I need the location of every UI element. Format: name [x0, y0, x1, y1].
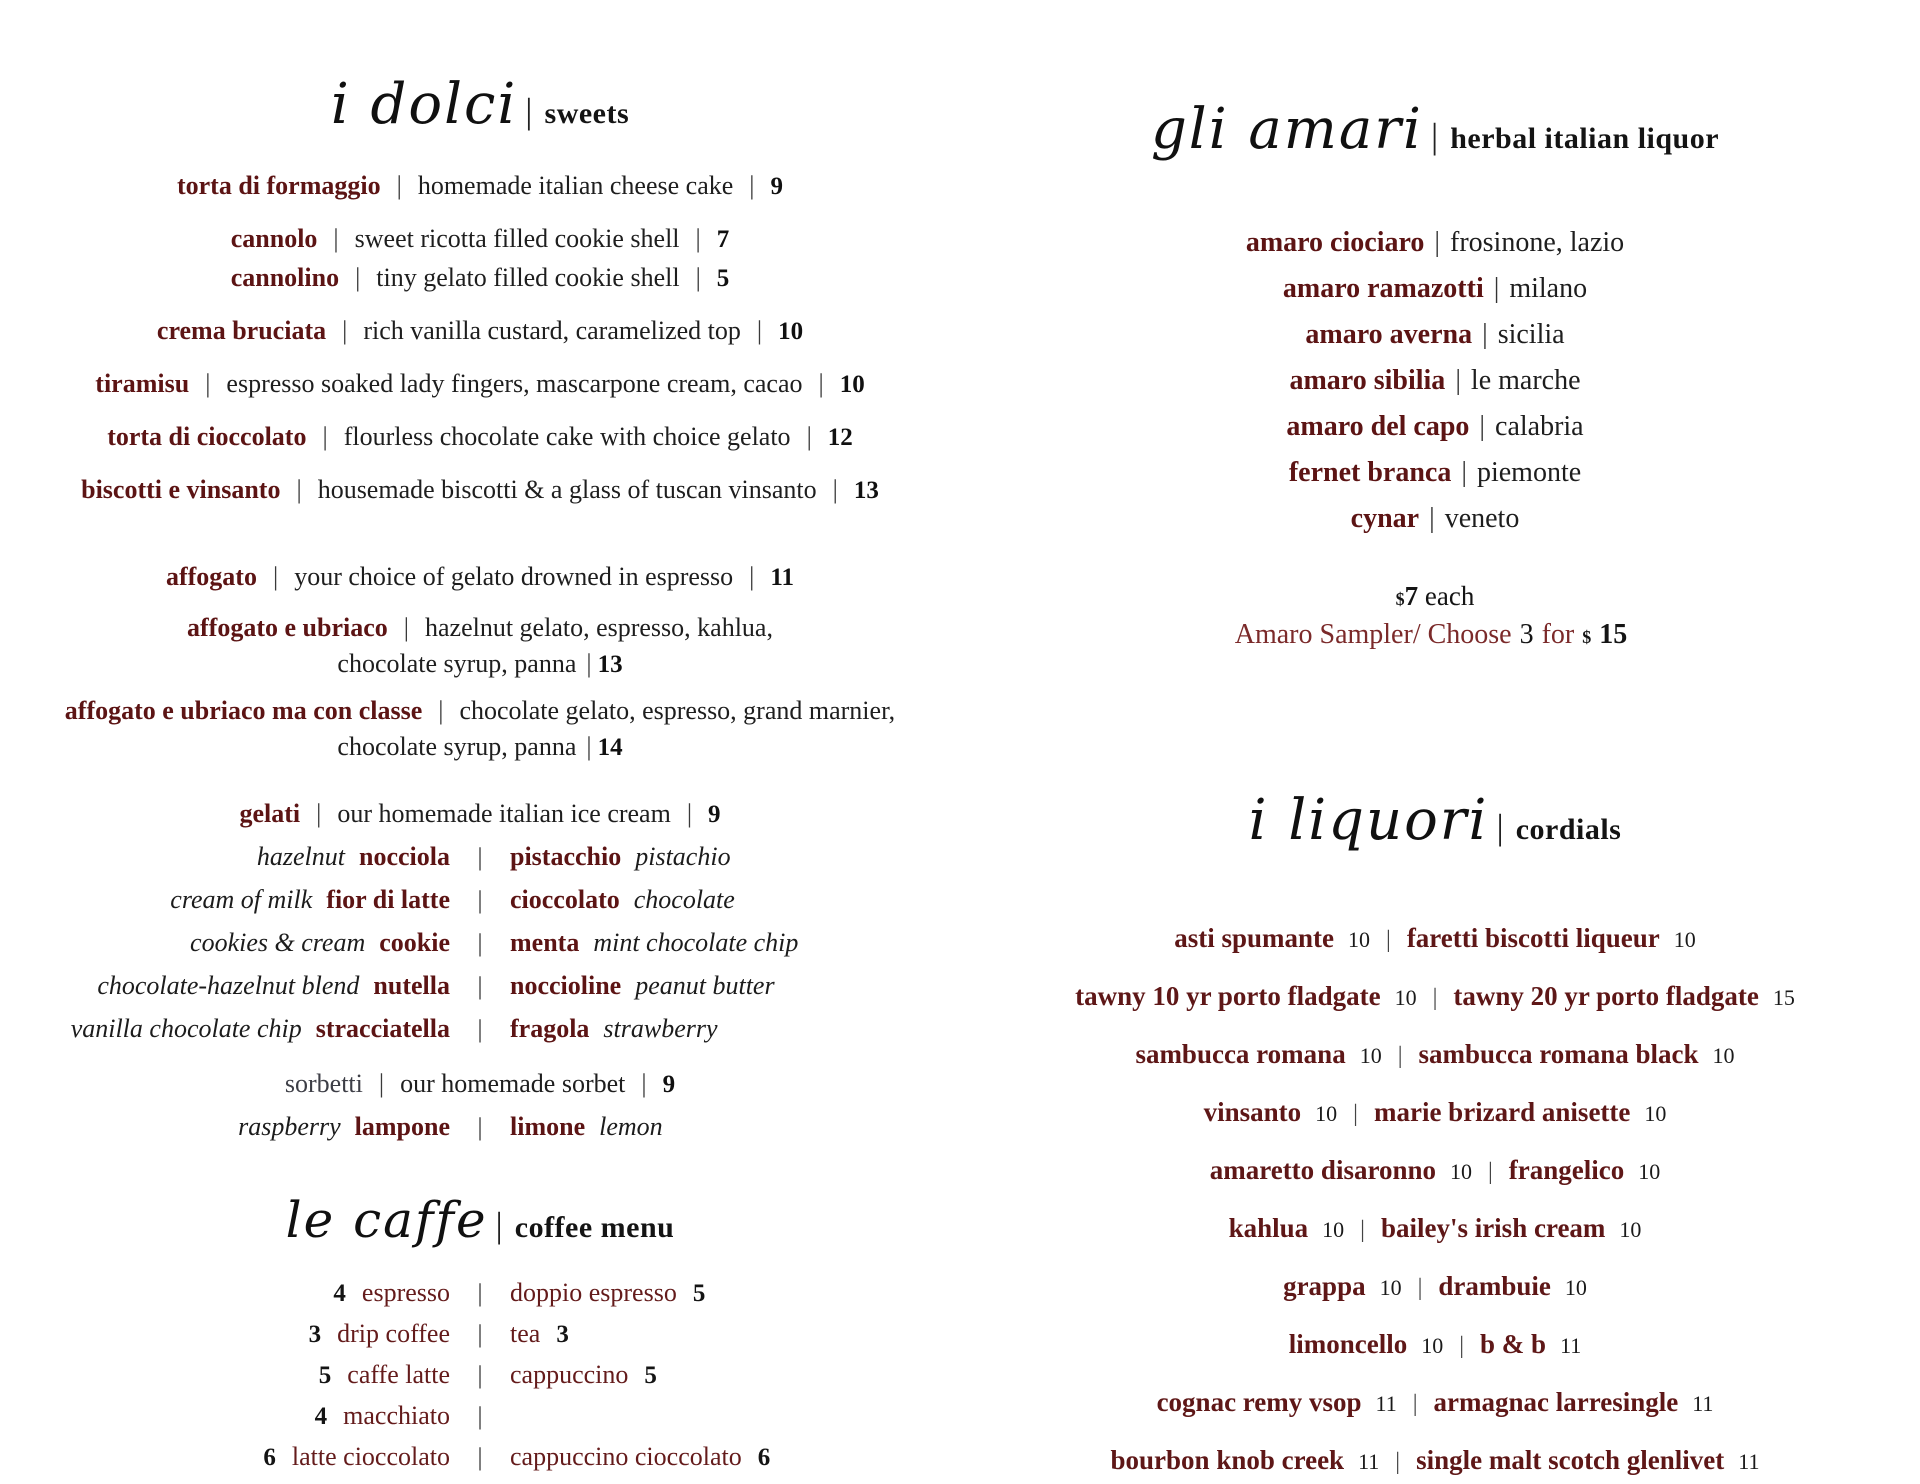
- item-price: 12: [827, 424, 853, 451]
- pipe-separator: |: [477, 887, 483, 914]
- coffee-price: 4: [333, 1280, 346, 1307]
- pipe-separator: |: [205, 369, 211, 398]
- liquori-header-label: cordials: [1515, 813, 1622, 846]
- menu-item-line2: [30, 646, 930, 683]
- flavor-name-english: peanut butter: [635, 971, 775, 1000]
- menu-item: [30, 472, 930, 509]
- amaro-region: calabria: [1495, 411, 1584, 442]
- flavor-name-italian: nutella: [373, 971, 450, 1000]
- menu-item-line: [30, 693, 930, 729]
- pipe-separator: |: [477, 1016, 483, 1043]
- cordial-price: 11: [1358, 1449, 1380, 1474]
- flavor-name-english: hazelnut: [256, 842, 345, 871]
- flavor-left-cell: [60, 1109, 450, 1145]
- menu-item-line: [30, 559, 930, 596]
- cordial-name: grappa: [1283, 1271, 1366, 1301]
- sampler-count: 3: [1519, 619, 1534, 650]
- cordial-price: 15: [1772, 985, 1795, 1010]
- item-name: torta di formaggio: [176, 171, 381, 200]
- flavor-name-italian: limone: [510, 1112, 586, 1141]
- flavor-name-italian: nocciola: [359, 842, 450, 871]
- amaro-item: [985, 455, 1885, 491]
- cordial-price: 10: [1315, 1101, 1338, 1126]
- cordial-row: [985, 1036, 1885, 1074]
- cordial-price: 10: [1394, 985, 1417, 1010]
- pipe-separator: |: [378, 1069, 385, 1098]
- menu-item: [30, 260, 930, 297]
- dolci-header-label: sweets: [544, 97, 630, 130]
- item-price: 7: [716, 226, 730, 253]
- dolci-section-header: [30, 70, 930, 154]
- pipe-separator: |: [477, 1114, 483, 1141]
- item-price: 9: [708, 801, 721, 828]
- cordial-price: 10: [1638, 1159, 1661, 1184]
- cordial-name: faretti biscotti liqueur: [1406, 923, 1660, 953]
- pipe-separator: |: [749, 562, 755, 591]
- pipe-separator: |: [296, 475, 302, 504]
- cordial-name: tawny 10 yr porto fladgate: [1075, 981, 1381, 1011]
- pipe-separator: |: [1493, 273, 1500, 304]
- coffee-price: 5: [692, 1280, 706, 1307]
- cordial-name: single malt scotch glenlivet: [1416, 1445, 1725, 1475]
- pipe-separator: |: [1397, 1043, 1403, 1069]
- cordial-row: [985, 1326, 1885, 1364]
- cordial-name: kahlua: [1228, 1213, 1309, 1243]
- coffee-price: 3: [556, 1321, 569, 1348]
- pipe-separator: |: [1417, 1275, 1423, 1301]
- pipe-separator: |: [1395, 1449, 1401, 1475]
- item-desc-continued: chocolate syrup, panna: [337, 732, 577, 761]
- flavor-right-cell: [510, 1109, 900, 1145]
- item-price: 14: [597, 734, 623, 761]
- amaro-region: piemonte: [1476, 457, 1582, 488]
- menu-item-line2: [30, 729, 930, 766]
- cordial-price: 10: [1322, 1217, 1345, 1242]
- pipe-separator: |: [1429, 503, 1435, 534]
- cordial-price: 11: [1560, 1333, 1582, 1358]
- pipe-separator: |: [1455, 365, 1461, 396]
- coffee-name: macchiato: [343, 1401, 450, 1430]
- item-price: 10: [839, 371, 865, 398]
- menu-item-line: [30, 168, 930, 205]
- amaro-name: amaro sibilia: [1289, 365, 1446, 396]
- flavor-name-italian: pistacchio: [510, 842, 622, 871]
- flavor-name-italian: cookie: [379, 928, 450, 957]
- sorbetti-flavor-list: [30, 1109, 930, 1146]
- menu-item: [30, 221, 930, 258]
- pipe-separator: |: [342, 316, 348, 345]
- caffe-header-label: coffee menu: [514, 1211, 675, 1244]
- item-desc: chocolate gelato, espresso, grand marnier,: [459, 696, 896, 725]
- flavor-name-english: vanilla chocolate chip: [70, 1014, 302, 1043]
- flavor-name-italian: fior di latte: [326, 885, 450, 914]
- pipe-separator: |: [477, 930, 483, 957]
- flavor-right-cell: [510, 1011, 900, 1047]
- caffe-right-cell: [510, 1316, 900, 1353]
- cordial-name: armagnac larresingle: [1433, 1387, 1679, 1417]
- caffe-row: [60, 1439, 900, 1476]
- item-name: sorbetti: [284, 1069, 363, 1098]
- caffe-row: [60, 1316, 900, 1353]
- pipe-separator: |: [1459, 1333, 1465, 1359]
- dolci-script-title: i dolci: [330, 72, 518, 137]
- cordial-row: [985, 978, 1885, 1016]
- amari-item-list: [985, 225, 1885, 537]
- flavor-right-cell: [510, 839, 900, 875]
- cordial-row: [985, 1094, 1885, 1132]
- pipe-separator: |: [1432, 985, 1438, 1011]
- flavor-name-english: cream of milk: [170, 885, 313, 914]
- pipe-separator: |: [749, 171, 755, 200]
- menu-item: [30, 610, 930, 683]
- cordial-name: asti spumante: [1174, 923, 1334, 953]
- flavor-name-italian: fragola: [510, 1014, 590, 1043]
- pipe-separator: |: [806, 422, 812, 451]
- pipe-separator: |: [1412, 1391, 1418, 1417]
- item-name: crema bruciata: [156, 316, 327, 345]
- cordial-row: [985, 920, 1885, 958]
- header-pipe: |: [1430, 116, 1439, 156]
- item-price: 9: [770, 173, 783, 200]
- amaro-name: fernet branca: [1288, 457, 1452, 488]
- pipe-separator: |: [1482, 319, 1488, 350]
- coffee-price: 5: [644, 1362, 657, 1389]
- amaro-name: amaro ciociaro: [1245, 227, 1425, 258]
- cordial-row: [985, 1442, 1885, 1480]
- right-menu-column: [985, 95, 1885, 1480]
- coffee-name: doppio espresso: [510, 1278, 677, 1307]
- cordial-price: 10: [1712, 1043, 1735, 1068]
- pipe-separator: |: [333, 224, 339, 253]
- coffee-price: 6: [757, 1444, 771, 1471]
- amaro-name: amaro averna: [1305, 319, 1473, 350]
- menu-item-line: [30, 472, 930, 509]
- cordial-name: drambuie: [1438, 1271, 1551, 1301]
- flavor-name-italian: stracciatella: [315, 1014, 450, 1043]
- cordial-name: limoncello: [1288, 1329, 1408, 1359]
- pipe-separator: |: [1386, 927, 1391, 953]
- cordial-price: 10: [1379, 1275, 1402, 1300]
- menu-item: [30, 419, 930, 456]
- pipe-separator: |: [756, 316, 763, 345]
- caffe-left-cell: [60, 1439, 450, 1476]
- item-name: cannolo: [230, 224, 318, 253]
- gelati-header-row: [30, 796, 930, 833]
- amaro-item: [985, 363, 1885, 399]
- dollar-sign: $: [1395, 589, 1405, 609]
- pipe-separator: |: [477, 1321, 483, 1348]
- amari-script-title: gli amari: [1150, 97, 1423, 162]
- item-name: gelati: [239, 799, 301, 828]
- coffee-name: latte cioccolato: [291, 1442, 450, 1471]
- item-name: cannolino: [230, 263, 340, 292]
- cordial-name: marie brizard anisette: [1373, 1097, 1631, 1127]
- flavor-left-cell: [60, 1011, 450, 1047]
- pipe-separator: |: [1353, 1101, 1358, 1127]
- flavor-name-english: chocolate-hazelnut blend: [97, 971, 360, 1000]
- cordial-name: sambucca romana: [1135, 1039, 1346, 1069]
- cordial-price: 10: [1421, 1333, 1444, 1358]
- item-desc: espresso soaked lady fingers, mascarpone cream, cacao: [226, 369, 803, 398]
- header-pipe: |: [525, 91, 533, 131]
- item-price: 10: [778, 318, 804, 345]
- cordial-row: [985, 1152, 1885, 1190]
- coffee-name: cappuccino cioccolato: [510, 1442, 742, 1471]
- flavor-left-cell: [60, 925, 450, 961]
- pipe-separator: |: [1360, 1217, 1365, 1243]
- flavor-row: [60, 968, 900, 1005]
- pipe-separator: |: [316, 799, 322, 828]
- pipe-separator: |: [641, 1069, 647, 1098]
- item-desc: hazelnut gelato, espresso, kahlua,: [424, 613, 773, 642]
- item-desc: housemade biscotti & a glass of tuscan vinsanto: [317, 475, 817, 504]
- pipe-separator: |: [1487, 1159, 1493, 1185]
- flavor-right-cell: [510, 968, 900, 1004]
- pipe-separator: |: [355, 263, 361, 292]
- caffe-left-cell: [60, 1398, 450, 1435]
- caffe-right-cell: [510, 1357, 900, 1394]
- item-name: tiramisu: [95, 369, 190, 398]
- cordial-name: bailey's irish cream: [1380, 1213, 1606, 1243]
- menu-item-line: [30, 419, 930, 456]
- coffee-name: caffe latte: [347, 1360, 450, 1389]
- caffe-right-cell: [510, 1439, 900, 1476]
- pipe-separator: |: [477, 1444, 483, 1471]
- amari-each-price-line: [985, 579, 1885, 616]
- coffee-price: 4: [314, 1403, 328, 1430]
- item-desc-continued: chocolate syrup, panna: [337, 649, 577, 678]
- coffee-name: cappuccino: [510, 1360, 629, 1389]
- pipe-separator: |: [695, 263, 701, 292]
- each-price-amount: 7: [1404, 581, 1419, 611]
- amari-header-label: herbal italian liquor: [1450, 122, 1720, 155]
- coffee-price: 3: [308, 1321, 322, 1348]
- pipe-separator: |: [818, 369, 824, 398]
- header-pipe: |: [495, 1205, 503, 1245]
- amaro-region: veneto: [1444, 503, 1520, 534]
- coffee-price: 5: [318, 1362, 332, 1389]
- flavor-name-english: lemon: [599, 1112, 663, 1141]
- pipe-separator: |: [477, 1280, 483, 1307]
- pipe-separator: |: [272, 562, 279, 591]
- caffe-section-header: [30, 1188, 930, 1265]
- pipe-separator: |: [586, 732, 592, 761]
- caffe-right-cell: [510, 1275, 900, 1312]
- item-price: 13: [853, 477, 879, 504]
- amaro-item: [985, 501, 1885, 537]
- caffe-script-title: le caffe: [285, 1191, 488, 1249]
- item-name: affogato: [165, 562, 257, 591]
- cordial-row: [985, 1384, 1885, 1422]
- gelati-row-item: [30, 796, 930, 833]
- cordial-price: 10: [1348, 927, 1370, 952]
- cordial-name: tawny 20 yr porto fladgate: [1453, 981, 1759, 1011]
- item-desc: your choice of gelato drowned in espresso: [294, 562, 734, 591]
- sorbetti-header-row: [30, 1066, 930, 1103]
- item-desc: tiny gelato filled cookie shell: [376, 263, 680, 292]
- amaro-region: le marche: [1470, 365, 1581, 396]
- flavor-row: [60, 1109, 900, 1146]
- menu-item: [30, 313, 930, 350]
- flavor-right-cell: [510, 882, 900, 918]
- amaro-region: frosinone, lazio: [1450, 227, 1625, 258]
- cordial-price: 10: [1644, 1101, 1667, 1126]
- amaro-name: amaro ramazotti: [1282, 273, 1484, 304]
- menu-item-line: [30, 366, 930, 403]
- coffee-name: espresso: [361, 1278, 450, 1307]
- amaro-sampler-line: [985, 616, 1885, 656]
- sampler-text: Amaro Sampler/ Choose: [1234, 619, 1512, 650]
- dollar-sign: $: [1582, 627, 1592, 647]
- item-desc: sweet ricotta filled cookie shell: [354, 224, 680, 253]
- dolci-item-list: [30, 168, 930, 766]
- caffe-row: [60, 1357, 900, 1394]
- item-name: affogato e ubriaco: [187, 613, 388, 642]
- flavor-name-italian: noccioline: [510, 971, 622, 1000]
- pipe-separator: |: [477, 1403, 483, 1430]
- menu-item-line: [30, 221, 930, 258]
- menu-item-line: [30, 313, 930, 350]
- menu-item-line: [30, 610, 930, 646]
- pipe-separator: |: [695, 224, 701, 253]
- liquori-script-title: i liquori: [1248, 788, 1489, 853]
- item-price: 11: [770, 564, 795, 591]
- pipe-separator: |: [586, 649, 592, 678]
- each-price-suffix: each: [1424, 581, 1475, 611]
- flavor-name-english: strawberry: [603, 1014, 718, 1043]
- coffee-price: 6: [263, 1444, 276, 1471]
- sampler-mid-text: for: [1541, 619, 1575, 650]
- menu-item: [30, 168, 930, 205]
- caffe-row: [60, 1398, 900, 1435]
- amaro-item: [985, 409, 1885, 445]
- pipe-separator: |: [1479, 411, 1486, 442]
- pipe-separator: |: [438, 696, 444, 725]
- cordial-price: 11: [1692, 1391, 1714, 1416]
- pipe-separator: |: [1461, 457, 1467, 488]
- cordial-name: b & b: [1480, 1329, 1547, 1359]
- flavor-name-english: cookies & cream: [190, 928, 366, 957]
- pipe-separator: |: [686, 799, 693, 828]
- pipe-separator: |: [477, 844, 483, 871]
- amaro-item: [985, 271, 1885, 307]
- menu-item: [30, 559, 930, 596]
- pipe-separator: |: [396, 171, 402, 200]
- cordial-price: 10: [1449, 1159, 1472, 1184]
- menu-item: [30, 366, 930, 403]
- flavor-name-english: raspberry: [238, 1112, 341, 1141]
- flavor-row: [60, 882, 900, 919]
- caffe-left-cell: [60, 1275, 450, 1312]
- caffe-row-list: [30, 1275, 930, 1476]
- header-pipe: |: [1496, 807, 1504, 847]
- flavor-row: [60, 1011, 900, 1048]
- flavor-row: [60, 839, 900, 876]
- amaro-name: amaro del capo: [1286, 411, 1470, 442]
- item-desc: flourless chocolate cake with choice gelato: [343, 422, 791, 451]
- coffee-name: drip coffee: [337, 1319, 450, 1348]
- item-price: 5: [716, 265, 730, 292]
- cordial-name: frangelico: [1508, 1155, 1625, 1185]
- flavor-left-cell: [60, 839, 450, 875]
- flavor-name-italian: menta: [510, 928, 580, 957]
- item-price: 9: [662, 1071, 676, 1098]
- flavor-left-cell: [60, 968, 450, 1004]
- cordial-price: 10: [1359, 1043, 1382, 1068]
- item-name: affogato e ubriaco ma con classe: [64, 696, 423, 725]
- item-name: biscotti e vinsanto: [81, 475, 281, 504]
- coffee-name: tea: [510, 1319, 541, 1348]
- cordial-row: [985, 1268, 1885, 1306]
- menu-item-line: [30, 260, 930, 297]
- cordial-price: 10: [1673, 927, 1696, 952]
- amari-section-header: [985, 95, 1885, 179]
- cordial-price: 10: [1619, 1217, 1642, 1242]
- cordial-name: vinsanto: [1203, 1097, 1302, 1127]
- cordial-name: bourbon knob creek: [1110, 1445, 1345, 1475]
- gelati-flavor-list: [30, 839, 930, 1048]
- item-desc: our homemade italian ice cream: [337, 799, 671, 828]
- flavor-left-cell: [60, 882, 450, 918]
- sorbetti-row-item: [30, 1066, 930, 1103]
- sampler-price-amount: 15: [1599, 619, 1628, 650]
- cordial-name: cognac remy vsop: [1156, 1387, 1362, 1417]
- flavor-right-cell: [510, 925, 900, 961]
- cordial-row: [985, 1210, 1885, 1248]
- cordial-name: amaretto disaronno: [1209, 1155, 1436, 1185]
- amaro-item: [985, 225, 1885, 261]
- pipe-separator: |: [322, 422, 328, 451]
- pipe-separator: |: [477, 973, 483, 1000]
- flavor-name-italian: lampone: [354, 1112, 450, 1141]
- amaro-item: [985, 317, 1885, 353]
- cordial-price: 10: [1564, 1275, 1587, 1300]
- item-desc: rich vanilla custard, caramelized top: [363, 316, 741, 345]
- flavor-name-english: chocolate: [633, 885, 735, 914]
- item-price: 13: [597, 651, 623, 678]
- pipe-separator: |: [403, 613, 409, 642]
- liquori-row-list: [985, 920, 1885, 1480]
- flavor-row: [60, 925, 900, 962]
- pipe-separator: |: [477, 1362, 483, 1389]
- left-menu-column: [30, 70, 930, 1476]
- flavor-name-english: mint chocolate chip: [593, 928, 799, 957]
- amaro-name: cynar: [1350, 503, 1420, 534]
- cordial-name: sambucca romana black: [1418, 1039, 1699, 1069]
- flavor-name-english: pistachio: [635, 842, 731, 871]
- caffe-left-cell: [60, 1357, 450, 1394]
- item-desc: homemade italian cheese cake: [417, 171, 734, 200]
- caffe-row: [60, 1275, 900, 1312]
- pipe-separator: |: [1434, 227, 1441, 258]
- menu-item: [30, 693, 930, 766]
- flavor-name-italian: cioccolato: [510, 885, 620, 914]
- amaro-region: milano: [1509, 273, 1588, 304]
- caffe-left-cell: [60, 1316, 450, 1353]
- cordial-price: 11: [1738, 1449, 1760, 1474]
- cordial-price: 11: [1375, 1391, 1397, 1416]
- pipe-separator: |: [832, 475, 838, 504]
- liquori-section-header: [985, 786, 1885, 870]
- amaro-region: sicilia: [1497, 319, 1565, 350]
- item-name: torta di cioccolato: [107, 422, 307, 451]
- item-desc: our homemade sorbet: [400, 1069, 626, 1098]
